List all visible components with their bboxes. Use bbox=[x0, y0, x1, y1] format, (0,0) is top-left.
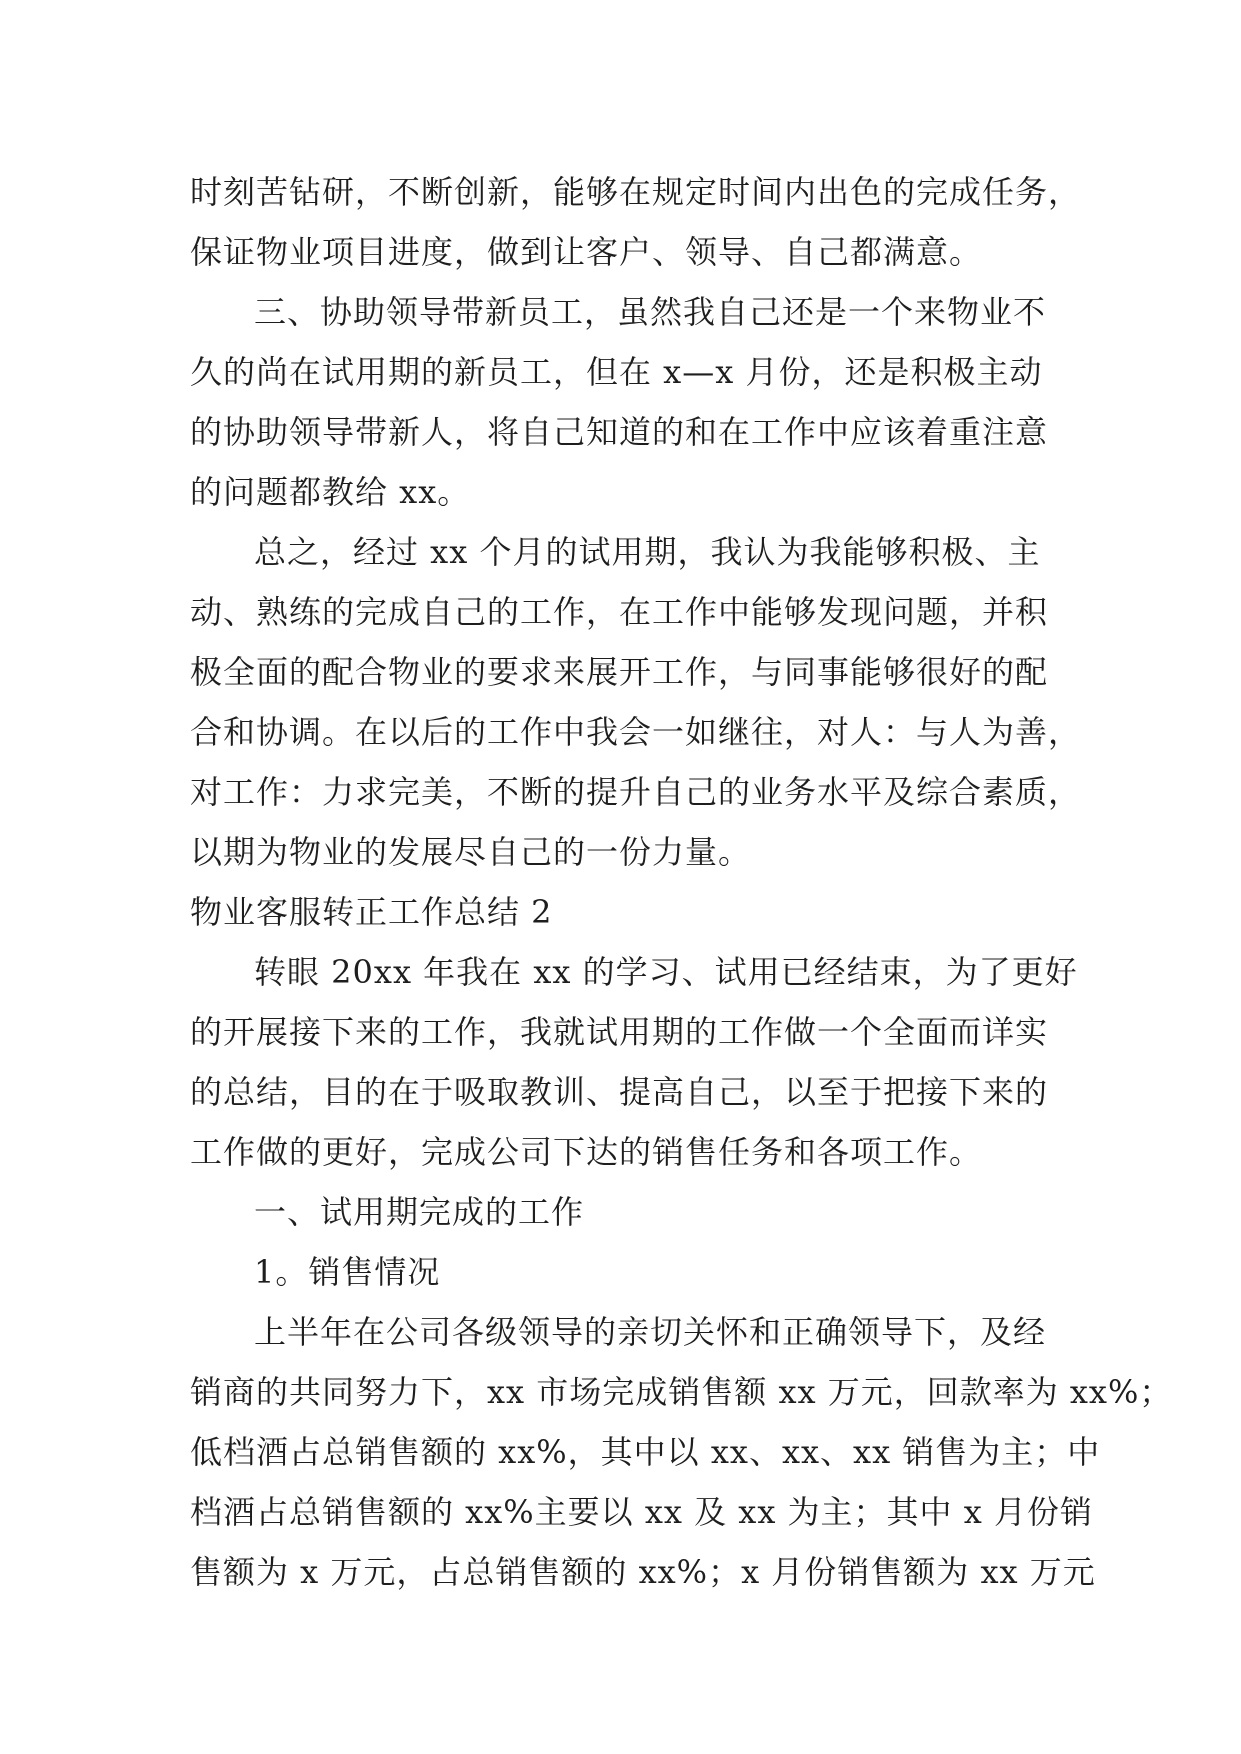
text-line: 工作做的更好，完成公司下达的销售任务和各项工作。 bbox=[190, 1133, 983, 1171]
text-line: 保证物业项目进度，做到让客户、领导、自己都满意。 bbox=[190, 233, 983, 271]
text-line: 久的尚在试用期的新员工，但在 x—x 月份，还是积极主动 bbox=[190, 353, 1043, 391]
text-line: 一、试用期完成的工作 bbox=[254, 1193, 585, 1231]
text-line: 的问题都教给 xx。 bbox=[190, 473, 471, 511]
text-line: 极全面的配合物业的要求来展开工作，与同事能够很好的配 bbox=[190, 653, 1049, 691]
text-line: 合和协调。在以后的工作中我会一如继往，对人：与人为善， bbox=[190, 713, 1082, 751]
text-line: 时刻苦钻研，不断创新，能够在规定时间内出色的完成任务， bbox=[190, 173, 1082, 211]
text-line: 档酒占总销售额的 xx%主要以 xx 及 xx 为主；其中 x 月份销 bbox=[190, 1493, 1093, 1531]
text-line: 总之，经过 xx 个月的试用期，我认为我能够积极、主 bbox=[254, 533, 1041, 571]
text-line: 的协助领导带新人，将自己知道的和在工作中应该着重注意 bbox=[190, 413, 1049, 451]
text-line: 销商的共同努力下，xx 市场完成销售额 xx 万元，回款率为 xx%； bbox=[190, 1373, 1173, 1411]
text-line: 的开展接下来的工作，我就试用期的工作做一个全面而详实 bbox=[190, 1013, 1049, 1051]
text-line: 以期为物业的发展尽自己的一份力量。 bbox=[190, 833, 752, 871]
document-body bbox=[190, 162, 1173, 1602]
text-line: 上半年在公司各级领导的亲切关怀和正确领导下，及经 bbox=[254, 1313, 1047, 1351]
text-line: 的总结，目的在于吸取教训、提高自己，以至于把接下来的 bbox=[190, 1073, 1049, 1111]
text-line: 转眼 20xx 年我在 xx 的学习、试用已经结束，为了更好 bbox=[254, 953, 1078, 991]
text-line: 1。销售情况 bbox=[254, 1253, 441, 1291]
text-line: 低档酒占总销售额的 xx%，其中以 xx、xx、xx 销售为主；中 bbox=[190, 1433, 1101, 1471]
text-line: 物业客服转正工作总结 2 bbox=[190, 893, 553, 931]
text-line: 售额为 x 万元，占总销售额的 xx%；x 月份销售额为 xx 万元 bbox=[190, 1553, 1096, 1591]
text-line: 动、熟练的完成自己的工作，在工作中能够发现问题，并积 bbox=[190, 593, 1049, 631]
text-line: 对工作：力求完美，不断的提升自己的业务水平及综合素质， bbox=[190, 773, 1082, 811]
text-line: 三、协助领导带新员工，虽然我自己还是一个来物业不 bbox=[254, 293, 1047, 331]
